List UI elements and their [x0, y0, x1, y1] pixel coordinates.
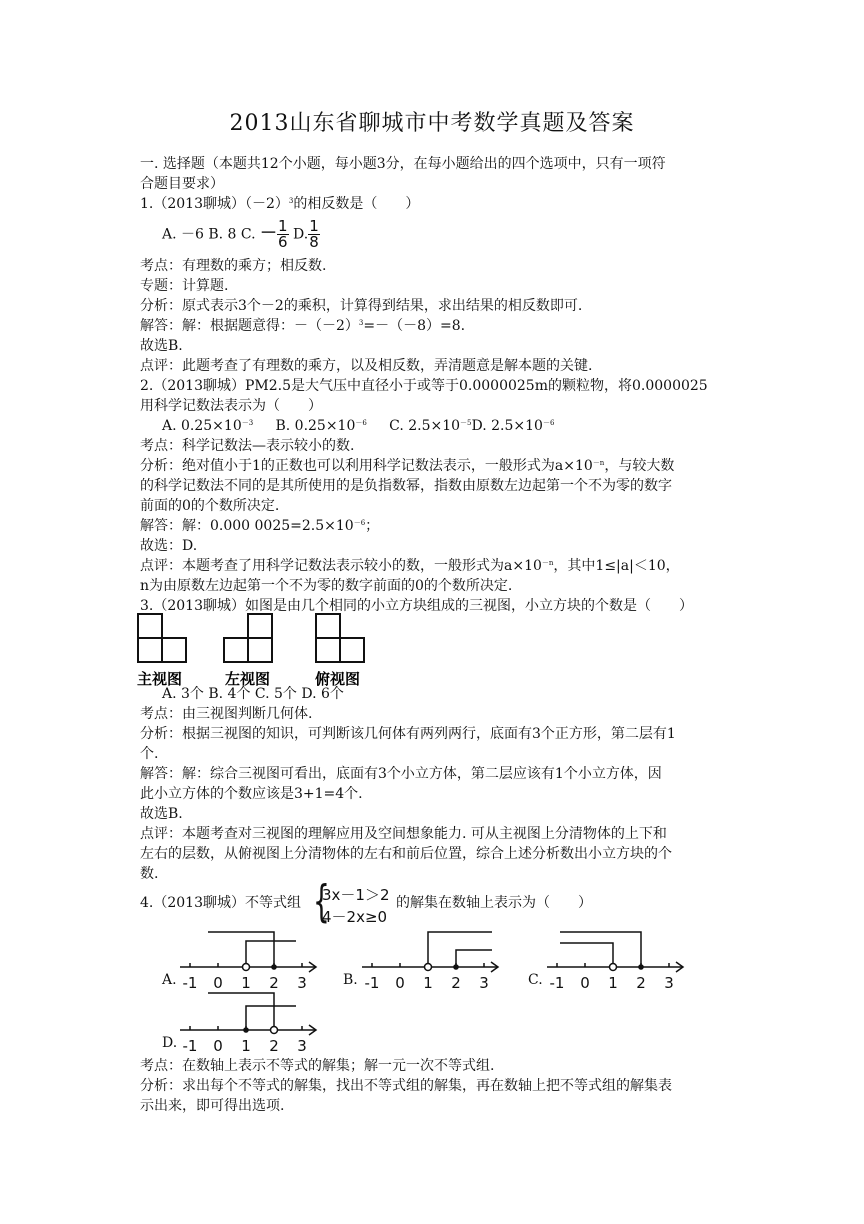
q2-fenxi-line2: 的科学记数法不同的是其所使用的是负指数幂，指数由原数左边起第一个不为零的数字 — [140, 478, 672, 494]
q1-option-c-fraction: $\frac{1}{6}$ — [278, 217, 288, 251]
q2-dianping-line2: n为由原数左边起第一个不为零的数字前面的0的个数所决定. — [140, 578, 513, 594]
q4-stem-part2: 的解集在数轴上表示为（ ） — [396, 895, 592, 911]
tick-label: 2 — [269, 974, 279, 992]
tick-label: -1 — [182, 1037, 198, 1055]
tick-label: 2 — [269, 1037, 279, 1055]
page-title: 2013山东省聊城市中考数学真题及答案 — [229, 111, 635, 136]
q3-dianping-line2: 左右的层数，从俯视图上分清物体的左右和前后位置，综合上述分析数出小立方块的个 — [140, 846, 672, 862]
q3-three-views-figure — [135, 611, 375, 689]
q2-fenxi-line1: 分析：绝对值小于1的正数也可以利用科学记数法表示，一般形式为$a\times 10^{-n}$，与较大数 — [140, 458, 675, 474]
section-heading-line2: 合题目要求） — [140, 176, 224, 192]
tick-label: 0 — [580, 974, 590, 992]
tick-label: 3 — [479, 974, 489, 992]
q3-answer: 故选B. — [140, 806, 183, 822]
q3-jieda-line1: 解答：解：综合三视图可看出，底面有3个小立方体，第二层应该有1个小立方体，因 — [140, 766, 662, 782]
q2-answer: 故选：D. — [140, 538, 198, 554]
tick-label: -1 — [549, 974, 565, 992]
q4-stem-part1: 4.（2013聊城）不等式组 — [140, 895, 301, 911]
q4-inequality-2: 4－2x≥0 — [322, 908, 388, 926]
q3-jieda-line2: 此小立方体的个数应该是3+1=4个. — [140, 786, 363, 802]
front-view — [138, 614, 186, 662]
q1-options: A. －6 B. 8 C. － $\frac{1}{6}$ D. $\frac{1}{8}$ — [162, 217, 319, 251]
q4-option-c-number-line[interactable] — [545, 925, 695, 993]
q4-kaodian: 考点：在数轴上表示不等式的解集；解一元一次不等式组. — [140, 1058, 495, 1074]
left-view — [224, 614, 272, 662]
top-view — [316, 614, 364, 662]
q1-answer: 故选B. — [140, 338, 183, 354]
q4-option-b-number-line[interactable] — [360, 925, 510, 993]
q1-jieda: 解答：解：根据题意得：$-(-2)^3=-(-8)=8$. — [140, 318, 466, 334]
tick-label: 0 — [395, 974, 405, 992]
q3-kaodian: 考点：由三视图判断几何体. — [140, 706, 313, 722]
left-view-label: 左视图 — [225, 670, 271, 688]
tick-label: -1 — [182, 974, 198, 992]
q2-kaodian: 考点：科学记数法—表示较小的数. — [140, 438, 355, 454]
q4-option-a-number-line[interactable] — [178, 925, 328, 993]
q4-inequality-1: 3x－1＞2 — [322, 886, 390, 904]
tick-label: 1 — [241, 1037, 251, 1055]
q4-option-b-label: B. — [343, 972, 358, 988]
q4-fenxi-line2: 示出来，即可得出选项. — [140, 1098, 285, 1114]
section-heading-line1: 一. 选择题（本题共12个小题，每小题3分，在每小题给出的四个选项中，只有一项符 — [140, 156, 666, 172]
q1-option-d-fraction: $\frac{1}{8}$ — [309, 217, 319, 251]
tick-label: 2 — [451, 974, 461, 992]
q3-fenxi-line1: 分析：根据三视图的知识，可判断该几何体有两列两行，底面有3个正方形，第二层有1 — [140, 726, 676, 742]
tick-label: 3 — [664, 974, 674, 992]
q3-stem: 3.（2013聊城）如图是由几个相同的小立方块组成的三视图，小立方块的个数是（ ） — [140, 598, 693, 614]
q2-stem-line2: 用科学记数法表示为（ ） — [140, 398, 322, 414]
q4-option-a-label: A. — [162, 972, 177, 988]
q2-stem-line1: 2.（2013聊城）PM2.5是大气压中直径小于或等于0.0000025m的颗粒物，将0.0000025 — [140, 378, 708, 394]
tick-label: 1 — [241, 974, 251, 992]
tick-label: -1 — [364, 974, 380, 992]
top-view-label: 俯视图 — [315, 670, 361, 688]
q2-fenxi-line3: 前面的0的个数所决定. — [140, 498, 280, 514]
tick-label: 1 — [608, 974, 618, 992]
q2-jieda: 解答：解：0.000 $0025=2.5\times 10^{-6}$； — [140, 518, 380, 534]
tick-label: 1 — [423, 974, 433, 992]
q3-options: A. 3个 B. 4个 C. 5个 D. 6个 — [162, 686, 344, 702]
brace-symbol: { — [313, 876, 330, 927]
q1-zhuanti: 专题：计算题. — [140, 278, 229, 294]
q2-options: A. $0.25\times 10^{-3}$ B. $0.25\times 10^{-6}$ C. $2.5\times 10^{-5}D$. $2.5\times 10^{-6}$ — [162, 418, 555, 434]
q4-option-d-label: D. — [162, 1035, 178, 1051]
tick-label: 2 — [636, 974, 646, 992]
q1-kaodian: 考点：有理数的乘方；相反数. — [140, 258, 327, 274]
q4-option-c-label: C. — [528, 972, 543, 988]
q4-fenxi-line1: 分析：求出每个不等式的解集，找出不等式组的解集，再在数轴上把不等式组的解集表 — [140, 1078, 672, 1094]
tick-label: 0 — [213, 974, 223, 992]
q1-stem: 1.（2013聊城）$(-2)^3$的相反数是（ ） — [140, 196, 420, 212]
q3-dianping-line3: 数. — [140, 866, 159, 882]
tick-label: 3 — [297, 1037, 307, 1055]
front-view-label: 主视图 — [137, 670, 183, 688]
q1-dianping: 点评：此题考查了有理数的乘方，以及相反数，弄清题意是解本题的关键. — [140, 358, 593, 374]
q2-dianping-line1: 点评：本题考查了用科学记数法表示较小的数，一般形式为$a\times 10^{-n}$，其中1≤|a|＜10， — [140, 558, 680, 574]
q3-fenxi-line2: 个. — [140, 746, 159, 762]
q1-fenxi: 分析：原式表示3个－2的乘积，计算得到结果，求出结果的相反数即可. — [140, 298, 583, 314]
tick-label: 0 — [213, 1037, 223, 1055]
tick-label: 3 — [297, 974, 307, 992]
q3-dianping-line1: 点评：本题考查对三视图的理解应用及空间想象能力. 可从主视图上分清物体的上下和 — [140, 826, 667, 842]
q4-option-d-number-line[interactable] — [178, 988, 328, 1056]
